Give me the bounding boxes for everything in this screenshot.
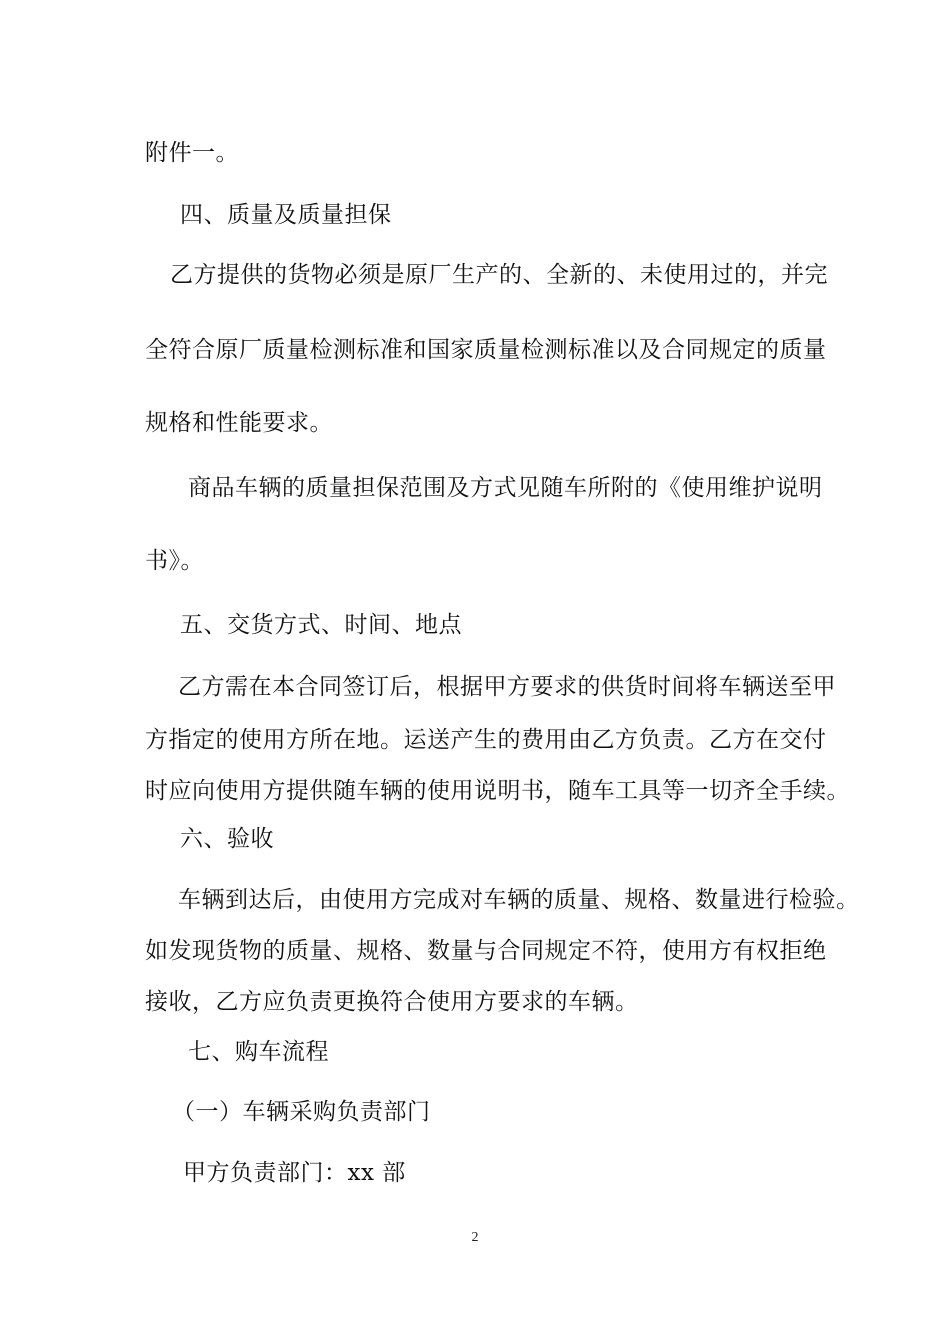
text-line: 如发现货物的质量、规格、数量与合同规定不符，使用方有权拒绝 [145, 938, 827, 964]
text-line: 甲方负责部门：xx 部 [183, 1160, 406, 1186]
page-number: 2 [471, 1230, 479, 1245]
section-heading: 六、验收 [180, 826, 274, 852]
text-line: 全符合原厂质量检测标准和国家质量检测标准以及合同规定的质量 [145, 337, 827, 363]
text-line: 接收，乙方应负责更换符合使用方要求的车辆。 [145, 989, 639, 1015]
text-line: 附件一。 [145, 140, 239, 166]
section-heading: 四、质量及质量担保 [180, 202, 392, 228]
subsection-heading: （一）车辆采购负责部门 [172, 1099, 431, 1125]
text-line: 书》。 [145, 548, 204, 574]
text-line: 规格和性能要求。 [145, 410, 333, 436]
section-heading: 五、交货方式、时间、地点 [180, 612, 462, 638]
text-line: 车辆到达后，由使用方完成对车辆的质量、规格、数量进行检验。 [178, 887, 860, 913]
text-line: 乙方提供的货物必须是原厂生产的、全新的、未使用过的，并完 [170, 262, 828, 288]
section-heading: 七、购车流程 [188, 1039, 329, 1065]
text-line: 乙方需在本合同签订后，根据甲方要求的供货时间将车辆送至甲 [178, 674, 836, 700]
text-line: 方指定的使用方所在地。运送产生的费用由乙方负责。乙方在交付 [145, 727, 827, 753]
text-line: 时应向使用方提供随车辆的使用说明书，随车工具等一切齐全手续。 [145, 778, 850, 804]
text-line: 商品车辆的质量担保范围及方式见随车所附的《使用维护说明 [188, 475, 823, 501]
